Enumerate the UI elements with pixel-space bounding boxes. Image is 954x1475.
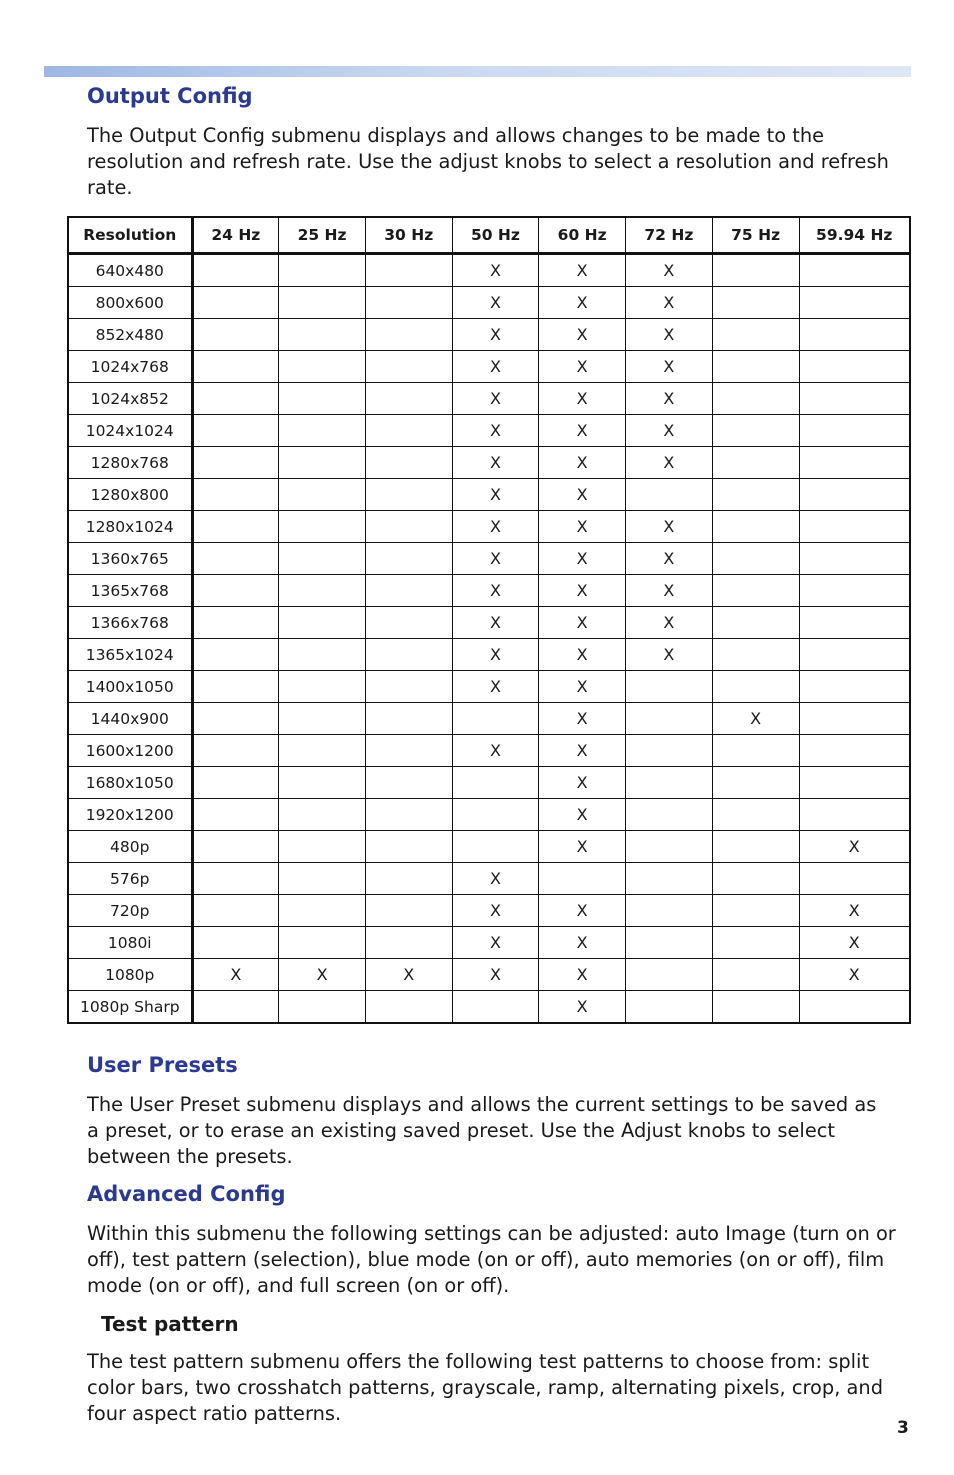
advanced-config-text: Within this submenu the following settings can be adjusted: auto Image (turn on or off), test pattern (selection), blue mode (on or off), auto memories (on or off), film mode (on or off), and full screen (on or off).: [87, 1222, 896, 1297]
support-cell: [799, 254, 910, 287]
support-cell: [365, 383, 452, 415]
support-cell: [192, 863, 279, 895]
support-cell: [539, 863, 626, 895]
resolution-cell: 1024x852: [68, 383, 192, 415]
support-cell: [279, 671, 366, 703]
table-row: [68, 767, 910, 799]
support-cell: [365, 895, 452, 927]
support-cell: X: [452, 927, 539, 959]
support-cell: X: [365, 959, 452, 991]
resolution-cell: 1024x1024: [68, 415, 192, 447]
support-cell: [799, 415, 910, 447]
support-cell: X: [626, 575, 713, 607]
support-cell: [365, 319, 452, 351]
support-cell: [712, 287, 799, 319]
column-header-rate: 25 Hz: [279, 217, 366, 254]
support-cell: X: [539, 447, 626, 479]
support-cell: [192, 254, 279, 287]
user-presets-heading: User Presets: [87, 1053, 238, 1077]
resolution-cell: 1360x765: [68, 543, 192, 575]
column-header-resolution: Resolution: [68, 217, 192, 254]
resolution-cell: 1680x1050: [68, 767, 192, 799]
support-cell: [192, 927, 279, 959]
support-cell: [799, 351, 910, 383]
support-cell: X: [626, 447, 713, 479]
support-cell: X: [452, 607, 539, 639]
support-cell: [192, 287, 279, 319]
support-cell: [279, 799, 366, 831]
support-cell: X: [626, 319, 713, 351]
support-cell: [712, 383, 799, 415]
support-cell: [365, 415, 452, 447]
support-cell: [626, 895, 713, 927]
table-body: [68, 254, 910, 1024]
column-header-rate: 30 Hz: [365, 217, 452, 254]
support-cell: [712, 927, 799, 959]
support-cell: [712, 735, 799, 767]
support-cell: [799, 863, 910, 895]
table-row: [68, 735, 910, 767]
support-cell: [799, 543, 910, 575]
resolution-cell: 720p: [68, 895, 192, 927]
support-cell: X: [539, 319, 626, 351]
support-cell: [279, 575, 366, 607]
support-cell: [799, 319, 910, 351]
support-cell: [279, 383, 366, 415]
support-cell: [712, 639, 799, 671]
support-cell: [365, 991, 452, 1024]
support-cell: [799, 991, 910, 1024]
resolution-cell: 1440x900: [68, 703, 192, 735]
support-cell: X: [799, 927, 910, 959]
support-cell: [712, 479, 799, 511]
table-row: [68, 543, 910, 575]
support-cell: [365, 287, 452, 319]
support-cell: [712, 511, 799, 543]
support-cell: X: [539, 735, 626, 767]
support-cell: X: [626, 543, 713, 575]
support-cell: [279, 543, 366, 575]
page-number: 3: [897, 1418, 909, 1438]
support-cell: X: [626, 639, 713, 671]
support-cell: [365, 927, 452, 959]
support-cell: [192, 799, 279, 831]
support-cell: [712, 767, 799, 799]
support-cell: [192, 319, 279, 351]
table-row: [68, 351, 910, 383]
header-bar: [44, 66, 911, 77]
support-cell: [799, 479, 910, 511]
support-cell: [279, 607, 366, 639]
support-cell: [712, 863, 799, 895]
support-cell: X: [452, 351, 539, 383]
support-cell: X: [539, 799, 626, 831]
support-cell: [192, 415, 279, 447]
support-cell: [365, 703, 452, 735]
support-cell: [279, 735, 366, 767]
support-cell: X: [626, 383, 713, 415]
support-cell: X: [279, 959, 366, 991]
support-cell: [365, 639, 452, 671]
table-header-row: [68, 217, 910, 254]
support-cell: X: [799, 831, 910, 863]
support-cell: [799, 671, 910, 703]
table-row: [68, 831, 910, 863]
support-cell: [626, 927, 713, 959]
support-cell: [279, 511, 366, 543]
support-cell: [279, 319, 366, 351]
table-row: [68, 415, 910, 447]
support-cell: [626, 799, 713, 831]
table-row: [68, 927, 910, 959]
support-cell: [799, 639, 910, 671]
support-cell: [279, 287, 366, 319]
support-cell: [192, 767, 279, 799]
support-cell: [365, 831, 452, 863]
support-cell: X: [539, 639, 626, 671]
support-cell: X: [626, 607, 713, 639]
support-cell: [365, 607, 452, 639]
support-cell: [365, 735, 452, 767]
support-cell: [279, 991, 366, 1024]
support-cell: [279, 479, 366, 511]
resolution-cell: 1280x800: [68, 479, 192, 511]
test-pattern-heading: Test pattern: [101, 1312, 239, 1336]
support-cell: [452, 703, 539, 735]
support-cell: X: [539, 351, 626, 383]
support-cell: [279, 895, 366, 927]
support-cell: X: [799, 895, 910, 927]
support-cell: [192, 639, 279, 671]
resolution-cell: 1080i: [68, 927, 192, 959]
resolution-cell: 1365x1024: [68, 639, 192, 671]
support-cell: [626, 671, 713, 703]
support-cell: [452, 767, 539, 799]
support-cell: [279, 351, 366, 383]
support-cell: [712, 575, 799, 607]
support-cell: [712, 543, 799, 575]
support-cell: [712, 991, 799, 1024]
resolution-cell: 1920x1200: [68, 799, 192, 831]
support-cell: [365, 511, 452, 543]
column-header-rate: 24 Hz: [192, 217, 279, 254]
support-cell: [365, 254, 452, 287]
support-cell: [279, 703, 366, 735]
support-cell: [799, 799, 910, 831]
support-cell: X: [539, 767, 626, 799]
column-header-rate: 59.94 Hz: [799, 217, 910, 254]
support-cell: [626, 479, 713, 511]
table-row: [68, 447, 910, 479]
support-cell: [799, 447, 910, 479]
support-cell: X: [539, 575, 626, 607]
resolution-cell: 1280x768: [68, 447, 192, 479]
support-cell: [626, 863, 713, 895]
support-cell: [192, 511, 279, 543]
support-cell: [712, 607, 799, 639]
support-cell: [712, 831, 799, 863]
support-cell: [365, 575, 452, 607]
table-row: [68, 895, 910, 927]
table-row: [68, 991, 910, 1024]
support-cell: [626, 703, 713, 735]
resolution-cell: 852x480: [68, 319, 192, 351]
support-cell: X: [539, 959, 626, 991]
support-cell: X: [452, 959, 539, 991]
support-cell: [365, 863, 452, 895]
support-cell: [279, 639, 366, 671]
support-cell: X: [539, 479, 626, 511]
support-cell: X: [452, 319, 539, 351]
support-cell: [712, 351, 799, 383]
support-cell: [712, 254, 799, 287]
support-cell: X: [539, 671, 626, 703]
table-row: [68, 254, 910, 287]
support-cell: [452, 991, 539, 1024]
support-cell: X: [452, 575, 539, 607]
resolution-cell: 576p: [68, 863, 192, 895]
support-cell: X: [452, 383, 539, 415]
column-header-rate: 72 Hz: [626, 217, 713, 254]
support-cell: [365, 447, 452, 479]
support-cell: [799, 735, 910, 767]
resolution-cell: 1280x1024: [68, 511, 192, 543]
column-header-rate: 60 Hz: [539, 217, 626, 254]
support-cell: X: [626, 254, 713, 287]
support-cell: [712, 799, 799, 831]
resolution-cell: 1400x1050: [68, 671, 192, 703]
support-cell: [279, 447, 366, 479]
support-cell: [626, 767, 713, 799]
column-header-rate: 75 Hz: [712, 217, 799, 254]
support-cell: [712, 895, 799, 927]
support-cell: [712, 415, 799, 447]
support-cell: [712, 319, 799, 351]
support-cell: [799, 287, 910, 319]
support-cell: [192, 447, 279, 479]
table-row: [68, 799, 910, 831]
support-cell: [192, 703, 279, 735]
support-cell: [192, 831, 279, 863]
table-row: [68, 511, 910, 543]
support-cell: [712, 959, 799, 991]
table-row: [68, 863, 910, 895]
support-cell: X: [539, 895, 626, 927]
support-cell: [626, 991, 713, 1024]
support-cell: X: [539, 991, 626, 1024]
support-cell: X: [626, 287, 713, 319]
test-pattern-text: The test pattern submenu offers the following test patterns to choose from: split color bars, two crosshatch patterns, grayscale, ramp, alternating pixels, crop, and four aspect ratio patterns.: [87, 1350, 884, 1425]
column-header-rate: 50 Hz: [452, 217, 539, 254]
support-cell: X: [539, 927, 626, 959]
support-cell: [192, 607, 279, 639]
support-cell: [365, 543, 452, 575]
table-row: [68, 575, 910, 607]
support-cell: [279, 927, 366, 959]
support-cell: [192, 671, 279, 703]
support-cell: [365, 351, 452, 383]
support-cell: X: [452, 671, 539, 703]
resolution-cell: 1080p Sharp: [68, 991, 192, 1024]
support-cell: [626, 959, 713, 991]
resolution-cell: 1600x1200: [68, 735, 192, 767]
support-cell: X: [452, 287, 539, 319]
support-cell: X: [452, 863, 539, 895]
support-cell: [799, 607, 910, 639]
user-presets-text: The User Preset submenu displays and allows the current settings to be saved as a preset, or to erase an existing saved preset. Use the Adjust knobs to select between the presets.: [87, 1093, 877, 1168]
support-cell: [192, 383, 279, 415]
resolution-cell: 800x600: [68, 287, 192, 319]
table-row: [68, 287, 910, 319]
support-cell: X: [539, 415, 626, 447]
support-cell: [279, 863, 366, 895]
support-cell: [626, 735, 713, 767]
support-cell: X: [539, 543, 626, 575]
support-cell: X: [452, 479, 539, 511]
support-cell: [365, 671, 452, 703]
advanced-config-heading: Advanced Config: [87, 1182, 286, 1206]
support-cell: X: [452, 447, 539, 479]
support-cell: [279, 415, 366, 447]
support-cell: X: [539, 607, 626, 639]
support-cell: [192, 351, 279, 383]
support-cell: [279, 254, 366, 287]
support-cell: [626, 831, 713, 863]
support-cell: [192, 735, 279, 767]
support-cell: X: [539, 254, 626, 287]
resolution-cell: 1365x768: [68, 575, 192, 607]
support-cell: X: [626, 415, 713, 447]
table-row: [68, 703, 910, 735]
support-cell: [192, 991, 279, 1024]
support-cell: X: [626, 511, 713, 543]
table-row: [68, 479, 910, 511]
support-cell: [712, 447, 799, 479]
support-cell: [192, 479, 279, 511]
support-cell: X: [452, 254, 539, 287]
support-cell: [712, 671, 799, 703]
support-cell: X: [539, 287, 626, 319]
support-cell: X: [452, 735, 539, 767]
resolution-cell: 1366x768: [68, 607, 192, 639]
support-cell: [799, 767, 910, 799]
resolution-table: [67, 216, 911, 1024]
support-cell: [452, 799, 539, 831]
resolution-cell: 1080p: [68, 959, 192, 991]
support-cell: X: [712, 703, 799, 735]
support-cell: [799, 511, 910, 543]
support-cell: [799, 575, 910, 607]
table-row: [68, 607, 910, 639]
table-row: [68, 383, 910, 415]
output-config-heading: Output Config: [87, 84, 253, 108]
support-cell: [365, 799, 452, 831]
support-cell: X: [452, 895, 539, 927]
support-cell: X: [626, 351, 713, 383]
resolution-cell: 480p: [68, 831, 192, 863]
support-cell: [799, 383, 910, 415]
support-cell: X: [799, 959, 910, 991]
support-cell: [365, 767, 452, 799]
output-config-text: The Output Config submenu displays and allows changes to be made to the resolution and refresh rate. Use the adjust knobs to select a resolution and refresh rate.: [87, 124, 889, 199]
resolution-cell: 640x480: [68, 254, 192, 287]
support-cell: X: [452, 639, 539, 671]
support-cell: X: [539, 703, 626, 735]
table-row: [68, 639, 910, 671]
support-cell: X: [452, 415, 539, 447]
support-cell: X: [452, 511, 539, 543]
support-cell: X: [539, 383, 626, 415]
support-cell: [279, 831, 366, 863]
resolution-cell: 1024x768: [68, 351, 192, 383]
support-cell: [279, 767, 366, 799]
table-row: [68, 959, 910, 991]
support-cell: X: [192, 959, 279, 991]
support-cell: [452, 831, 539, 863]
support-cell: [365, 479, 452, 511]
support-cell: [192, 895, 279, 927]
support-cell: X: [452, 543, 539, 575]
table-row: [68, 671, 910, 703]
support-cell: [799, 703, 910, 735]
table-row: [68, 319, 910, 351]
support-cell: X: [539, 511, 626, 543]
support-cell: [192, 543, 279, 575]
support-cell: [192, 575, 279, 607]
support-cell: X: [539, 831, 626, 863]
